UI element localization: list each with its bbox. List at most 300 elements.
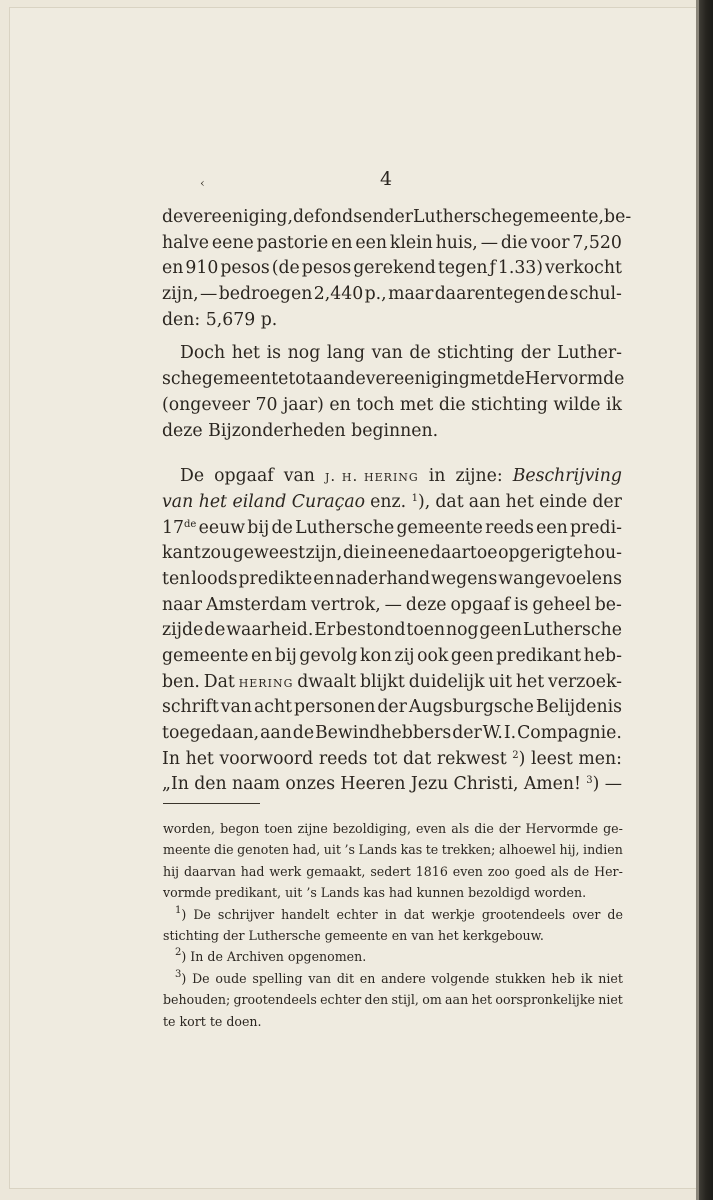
footnote-line <box>163 904 623 925</box>
word: opgaaf <box>450 594 511 615</box>
word: wegens <box>431 568 498 589</box>
word: 910 <box>185 258 219 279</box>
word: volgende <box>431 970 490 986</box>
text-fragment: ) <box>518 748 526 769</box>
word: voor <box>530 232 570 253</box>
text-fragment <box>162 516 196 542</box>
word: gemeente <box>162 646 249 666</box>
footnote-rule <box>163 803 260 804</box>
word: eene <box>211 232 254 253</box>
word: Luthersche <box>522 620 622 641</box>
footnote-marker: $^1$) <box>175 904 187 922</box>
word: oorspronkelijke <box>495 992 595 1008</box>
text-line <box>162 464 622 490</box>
word: in <box>370 543 387 564</box>
word: onzes <box>285 774 336 795</box>
word: blijkt <box>359 671 405 692</box>
word: aan <box>468 491 501 512</box>
word: deze <box>405 594 447 615</box>
word: acht <box>253 697 293 718</box>
word: einde <box>539 491 588 512</box>
word: oude <box>215 970 247 986</box>
word: men: <box>578 748 622 769</box>
text-line <box>162 341 622 367</box>
text-fragment: deze Bijzonderheden beginnen. <box>162 420 439 441</box>
word: hou- <box>583 543 622 564</box>
footnote-line <box>163 989 623 1010</box>
word: zijde <box>162 620 204 641</box>
text-line <box>162 541 622 567</box>
word: de <box>292 207 315 227</box>
word: p., <box>364 284 387 305</box>
text-line <box>162 308 622 334</box>
word: duidelijk <box>408 671 485 692</box>
word: Luthersche <box>413 207 513 227</box>
word: dat <box>435 491 464 512</box>
word: pesos <box>301 258 352 279</box>
word: aan <box>312 369 345 390</box>
word: fondsen <box>314 207 384 227</box>
word: tot <box>373 748 398 769</box>
word: personen <box>294 697 376 718</box>
word: Amen! <box>523 774 581 795</box>
word: trekken; <box>441 842 496 858</box>
word: predikant <box>496 646 582 666</box>
word: I. <box>503 723 517 744</box>
word: uit <box>323 842 341 858</box>
word: predikte <box>238 568 313 589</box>
word: de <box>292 723 315 744</box>
word: ik <box>580 970 593 986</box>
text-fragment <box>512 747 525 773</box>
word: stukken <box>495 970 546 986</box>
word: zoo <box>487 863 510 879</box>
word: verzoek- <box>548 671 622 692</box>
word: aan <box>260 723 292 744</box>
footnote-line <box>163 882 623 903</box>
text-line <box>162 367 625 393</box>
word: als <box>451 821 470 836</box>
word: gemeente <box>396 517 483 538</box>
word: die <box>214 842 234 858</box>
word: Luthersche <box>295 517 395 538</box>
word: die <box>342 543 370 564</box>
word: reeds <box>485 517 534 538</box>
word: bedroegen <box>218 284 313 305</box>
word: ten <box>162 568 191 589</box>
text-fragment: ), <box>418 491 431 512</box>
word: der <box>452 723 482 744</box>
word: geen <box>450 646 494 666</box>
text-line <box>162 721 622 747</box>
word: huis, <box>435 232 478 253</box>
word: Hervormde <box>524 369 625 390</box>
word: der <box>377 697 407 718</box>
word: bestond <box>335 620 406 641</box>
text-line <box>162 419 622 445</box>
word: de <box>503 369 525 390</box>
word: Luther- <box>556 343 622 364</box>
word: over <box>572 906 601 922</box>
word: genoten <box>237 842 289 858</box>
word: goed <box>514 863 546 879</box>
word: vereeniging <box>365 369 470 390</box>
word: naderhand <box>335 568 431 589</box>
word: gemeente <box>201 369 289 390</box>
word: lang <box>326 343 365 364</box>
word: nog <box>287 343 321 364</box>
word: Compagnie. <box>517 723 622 744</box>
word: begon <box>220 821 260 836</box>
word: had <box>240 863 265 879</box>
text-fragment: Dat <box>203 671 235 692</box>
word: naar <box>162 594 202 615</box>
word: van <box>308 970 332 986</box>
word: de <box>547 284 569 305</box>
word: halve <box>162 232 209 253</box>
word: dwaalt <box>297 671 357 692</box>
word: gemaakt, <box>306 863 366 879</box>
word: werkje <box>431 906 475 922</box>
word: ƒ <box>489 258 496 279</box>
word: eeuw <box>198 517 245 538</box>
word: bezoldiging, <box>332 821 411 836</box>
word: — <box>200 284 218 305</box>
word: schrijver <box>217 906 275 922</box>
word: zijn, <box>305 543 343 564</box>
word: kant <box>162 543 201 564</box>
word: opgerigte <box>498 543 583 564</box>
text-line <box>162 490 622 516</box>
word: Er <box>314 620 336 641</box>
text-line <box>162 516 622 542</box>
word: het <box>505 491 534 512</box>
book-title: van het eiland Curaçao <box>162 491 366 512</box>
word: sedert <box>370 863 411 879</box>
footnote-line <box>163 839 623 860</box>
word: een <box>536 517 568 538</box>
word: der <box>520 343 551 364</box>
word: is <box>266 343 282 364</box>
word: om <box>422 992 442 1008</box>
word: waarheid. <box>226 620 314 641</box>
text-line <box>162 205 632 231</box>
word: zijne <box>297 821 328 836</box>
word: worden, <box>163 821 216 836</box>
word: 1.33) <box>497 258 544 279</box>
word: der <box>592 491 622 512</box>
word: aan <box>445 992 469 1008</box>
word: behouden; <box>163 992 231 1008</box>
word: geen <box>479 620 523 641</box>
word: W. <box>482 723 503 744</box>
word: die <box>474 821 494 836</box>
word: Jezu <box>410 774 449 795</box>
footnote-line <box>163 861 623 882</box>
word: daarvan <box>183 863 236 879</box>
word: Her- <box>594 863 623 879</box>
word: en <box>313 568 335 589</box>
footnote-line <box>163 818 623 839</box>
word: 2,440 <box>313 284 364 305</box>
word: en <box>331 232 353 253</box>
word: naam <box>231 774 281 795</box>
text-fragment: In de Archiven opgenomen. <box>190 949 367 965</box>
word: het <box>185 748 214 769</box>
word: Amsterdam <box>205 594 307 615</box>
word: dit <box>336 970 355 986</box>
word: daarentegen <box>434 284 546 305</box>
text-fragment: 17 <box>162 517 184 538</box>
text-fragment: van <box>283 466 315 487</box>
word: van <box>220 697 252 718</box>
text-fragment: — <box>604 774 622 795</box>
word: kon <box>359 646 392 666</box>
word: Augsburgsche <box>408 697 534 718</box>
word: dat <box>402 748 432 769</box>
word: alhoewel <box>498 842 556 858</box>
word: ik <box>605 394 622 415</box>
text-line <box>162 256 622 282</box>
word: tegen <box>437 258 488 279</box>
word: voorwoord <box>219 748 314 769</box>
word: de <box>409 343 431 364</box>
word: de <box>344 369 366 390</box>
word: vereeniging, <box>183 207 293 227</box>
word: 1816 <box>415 863 448 879</box>
footnote-line <box>163 1011 623 1032</box>
word: de <box>162 207 184 227</box>
word: schul- <box>569 284 622 305</box>
word: echter <box>320 992 362 1008</box>
word: Lands <box>358 842 398 858</box>
word: meente <box>163 842 211 858</box>
word: Doch <box>180 343 226 364</box>
word: pastorie <box>256 232 329 253</box>
author-name: hering <box>238 672 294 691</box>
section-gap <box>162 444 622 464</box>
footnote-line <box>163 946 623 967</box>
footnote-ref: 2 <box>512 749 519 761</box>
text-fragment: vormde predikant, uit ’s Lands kas had kunnen bezoldigd worden. <box>163 885 587 901</box>
text-line <box>162 670 622 696</box>
word: had, <box>292 842 321 858</box>
text-line <box>162 644 622 670</box>
word: heb- <box>583 646 622 666</box>
word: predi- <box>569 517 622 538</box>
word: en <box>162 258 184 279</box>
text-line <box>162 393 622 419</box>
word: spelling <box>252 970 303 986</box>
book-title: Beschrijving <box>512 466 622 487</box>
word: ’s <box>344 842 355 858</box>
paragraph-gap <box>162 333 622 341</box>
scan-border <box>696 0 713 1200</box>
word: de <box>271 517 293 538</box>
text-line <box>162 593 622 619</box>
scan-border-edge <box>696 0 699 1200</box>
word: Christi, <box>453 774 519 795</box>
word: een <box>355 232 387 253</box>
footnote-ref: 1 <box>411 492 419 504</box>
text-fragment: zijne: <box>455 466 503 487</box>
word: „In <box>162 774 189 795</box>
word: daartoe <box>429 543 498 564</box>
ink-mark: ‹ <box>200 176 205 190</box>
word: is <box>514 594 529 615</box>
word: — <box>384 594 402 615</box>
word: die <box>438 394 466 415</box>
word: schrift <box>162 697 219 718</box>
word: de <box>607 906 623 922</box>
word: klein <box>389 232 433 253</box>
text-fragment <box>370 490 430 516</box>
word: sche <box>162 369 202 390</box>
footnote-line <box>163 968 623 989</box>
word: verkocht <box>545 258 622 279</box>
word: en <box>329 394 351 415</box>
word: als <box>550 863 569 879</box>
text-fragment: in <box>428 466 446 487</box>
footnote-number: 2 <box>175 947 182 959</box>
author-name: j. h. hering <box>324 467 419 486</box>
word: niet <box>598 992 623 1008</box>
word: stichting <box>471 394 548 415</box>
word: toch <box>356 394 395 415</box>
page-number: 4 <box>380 168 393 190</box>
word: gerekend <box>353 258 436 279</box>
word: be- <box>594 594 622 615</box>
word: werk <box>269 863 302 879</box>
word: en <box>250 646 273 666</box>
word: in <box>384 906 397 922</box>
word: ge- <box>603 821 623 836</box>
word: handelt <box>281 906 330 922</box>
text-line <box>162 772 622 798</box>
body-text <box>162 205 632 798</box>
word: dat <box>403 906 425 922</box>
word: echter <box>336 906 378 922</box>
word: het <box>515 671 545 692</box>
text-fragment: te kort te doen. <box>163 1013 262 1029</box>
text-line <box>162 747 622 773</box>
text-fragment: den: 5,679 p. <box>162 309 278 330</box>
text-fragment: ben. <box>162 671 200 692</box>
text-line <box>162 231 622 257</box>
word: de <box>204 620 226 641</box>
word: pesos <box>220 258 270 279</box>
footnote-number: 1 <box>175 904 182 916</box>
word: grootendeels <box>233 992 317 1008</box>
word: 7,520 <box>572 232 622 253</box>
word: geheel <box>532 594 591 615</box>
text-fragment: enz. <box>370 491 407 512</box>
word: met <box>399 394 434 415</box>
word: toen <box>264 821 293 836</box>
word: loods <box>191 568 238 589</box>
word: (ongeveer <box>162 394 251 415</box>
word: zou <box>201 543 233 564</box>
footnote-marker: $^2$) <box>175 947 191 965</box>
footnote-number: 3 <box>175 968 182 980</box>
word: even <box>416 821 447 836</box>
word: stijl, <box>391 992 419 1008</box>
word: jaar) <box>282 394 324 415</box>
word: toen <box>406 620 446 641</box>
word: andere <box>381 970 426 986</box>
word: wilde <box>553 394 601 415</box>
text-fragment: De <box>180 466 205 487</box>
word: indien <box>583 842 623 858</box>
word: gevolg <box>299 646 358 666</box>
word: den <box>364 992 389 1008</box>
word: zijn, <box>162 284 199 305</box>
word: uit <box>488 671 513 692</box>
text-fragment: stichting der Luthersche gemeente en van het kerkgebouw. <box>163 927 544 943</box>
word: de <box>573 863 590 879</box>
word: In <box>162 748 180 769</box>
text-line <box>162 282 622 308</box>
word: Belijdenis <box>535 697 622 718</box>
word: Hervormde <box>525 821 599 836</box>
word: toegedaan, <box>162 723 260 744</box>
word: die <box>500 232 528 253</box>
word: be- <box>604 207 632 227</box>
word: het <box>471 992 493 1008</box>
word: geweest <box>232 543 306 564</box>
word: der <box>383 207 414 227</box>
word: 70 <box>255 394 278 415</box>
word: — <box>480 232 498 253</box>
word: hij <box>163 863 180 879</box>
word: De <box>193 906 211 922</box>
footnotes <box>163 818 623 1032</box>
word: zij <box>394 646 415 666</box>
word: den <box>194 774 227 795</box>
word: gemeente, <box>512 207 605 227</box>
word: wangevoelens <box>498 568 622 589</box>
word: te <box>425 842 439 858</box>
word: ook <box>417 646 449 666</box>
text-fragment <box>586 772 599 798</box>
word: grootendeels <box>481 906 566 922</box>
text-fragment: opgaaf <box>214 466 274 487</box>
word: stichting <box>437 343 515 364</box>
word: Bewindhebbers <box>314 723 452 744</box>
word: De <box>192 970 210 986</box>
word: hij, <box>559 842 580 858</box>
word: heb <box>551 970 576 986</box>
word: (de <box>271 258 300 279</box>
word: het <box>231 343 261 364</box>
text-fragment: ) <box>592 774 600 795</box>
footnote-marker: $^3$) <box>175 968 187 986</box>
superscript: de <box>184 518 197 530</box>
word: nog <box>445 620 479 641</box>
text-line <box>162 695 622 721</box>
text-line <box>162 567 622 593</box>
word: en <box>359 970 376 986</box>
word: bij <box>247 517 270 538</box>
word: vertrok, <box>310 594 381 615</box>
text-line <box>162 618 622 644</box>
word: der <box>498 821 521 836</box>
word: maar <box>388 284 434 305</box>
footnote-ref: 3 <box>586 775 593 787</box>
word: kas <box>400 842 423 858</box>
word: Heeren <box>340 774 406 795</box>
footnote-line <box>163 925 623 946</box>
